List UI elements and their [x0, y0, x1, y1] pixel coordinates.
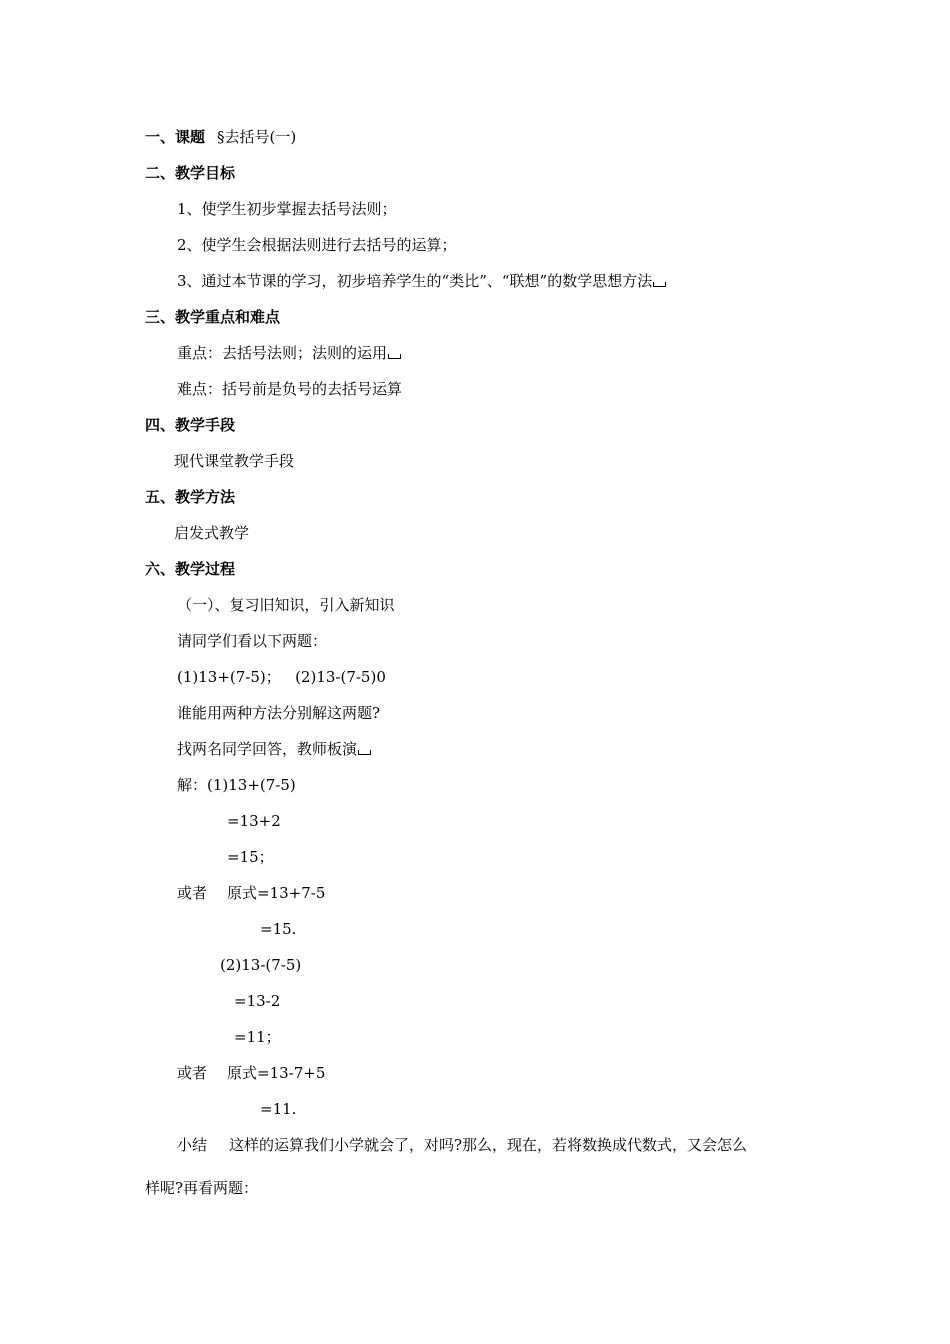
section-1 [145, 127, 296, 147]
paragraph: 请同学们看以下两题： [177, 632, 328, 650]
objective-item: 2、使学生会根据法则进行去括号的运算； [177, 236, 457, 254]
solution-line: (2)13-(7-5) [220, 956, 302, 974]
solution-line: 原式=13-7+5 [227, 1064, 326, 1082]
paragraph: 谁能用两种方法分别解这两题? [177, 704, 381, 722]
solution-line: =13+2 [227, 812, 281, 830]
end-mark-icon [653, 282, 666, 287]
section-heading: 一、课题 [145, 128, 206, 146]
solution-line: =15； [227, 848, 274, 866]
key-point: 重点：去括号法则；法则的运用 [177, 343, 401, 363]
subsection-heading: （一）、复习旧知识，引入新知识 [177, 596, 395, 614]
summary-text: 样呢?再看两题： [145, 1179, 259, 1197]
solution-line: =15. [260, 920, 297, 938]
teaching-means: 现代课堂教学手段 [174, 452, 295, 470]
end-mark-icon [388, 354, 401, 359]
section-heading: 五、教学方法 [145, 488, 236, 506]
solution-line: =13-2 [234, 992, 281, 1010]
summary-label: 小结 [177, 1136, 208, 1154]
section-heading: 四、教学手段 [145, 416, 236, 434]
paragraph: 找两名同学回答，教师板演 [177, 739, 371, 759]
alt-label: 或者 [177, 1064, 208, 1082]
solution-line: 解：(1)13+(7-5) [177, 776, 296, 794]
section-heading: 三、教学重点和难点 [145, 308, 281, 326]
objective-item: 1、使学生初步掌握去括号法则； [177, 200, 397, 218]
objective-item: 3、通过本节课的学习，初步培养学生的“类比”、“联想”的数学思想方法 [177, 271, 666, 291]
difficult-point: 难点：括号前是负号的去括号运算 [177, 380, 403, 398]
end-mark-icon [358, 750, 371, 755]
section-heading: 二、教学目标 [145, 164, 236, 182]
teaching-method: 启发式教学 [174, 524, 250, 542]
alt-label: 或者 [177, 884, 208, 902]
solution-line: 原式=13+7-5 [227, 884, 326, 902]
problems-line: (1)13+(7-5)； (2)13-(7-5)0 [177, 668, 386, 686]
summary-text: 这样的运算我们小学就会了，对吗?那么，现在，若将数换成代数式，又会怎么 [229, 1136, 748, 1154]
section-heading: 六、教学过程 [145, 560, 236, 578]
solution-line: =11. [260, 1100, 297, 1118]
lesson-title: §去括号(一) [217, 128, 297, 146]
solution-line: =11； [234, 1028, 281, 1046]
